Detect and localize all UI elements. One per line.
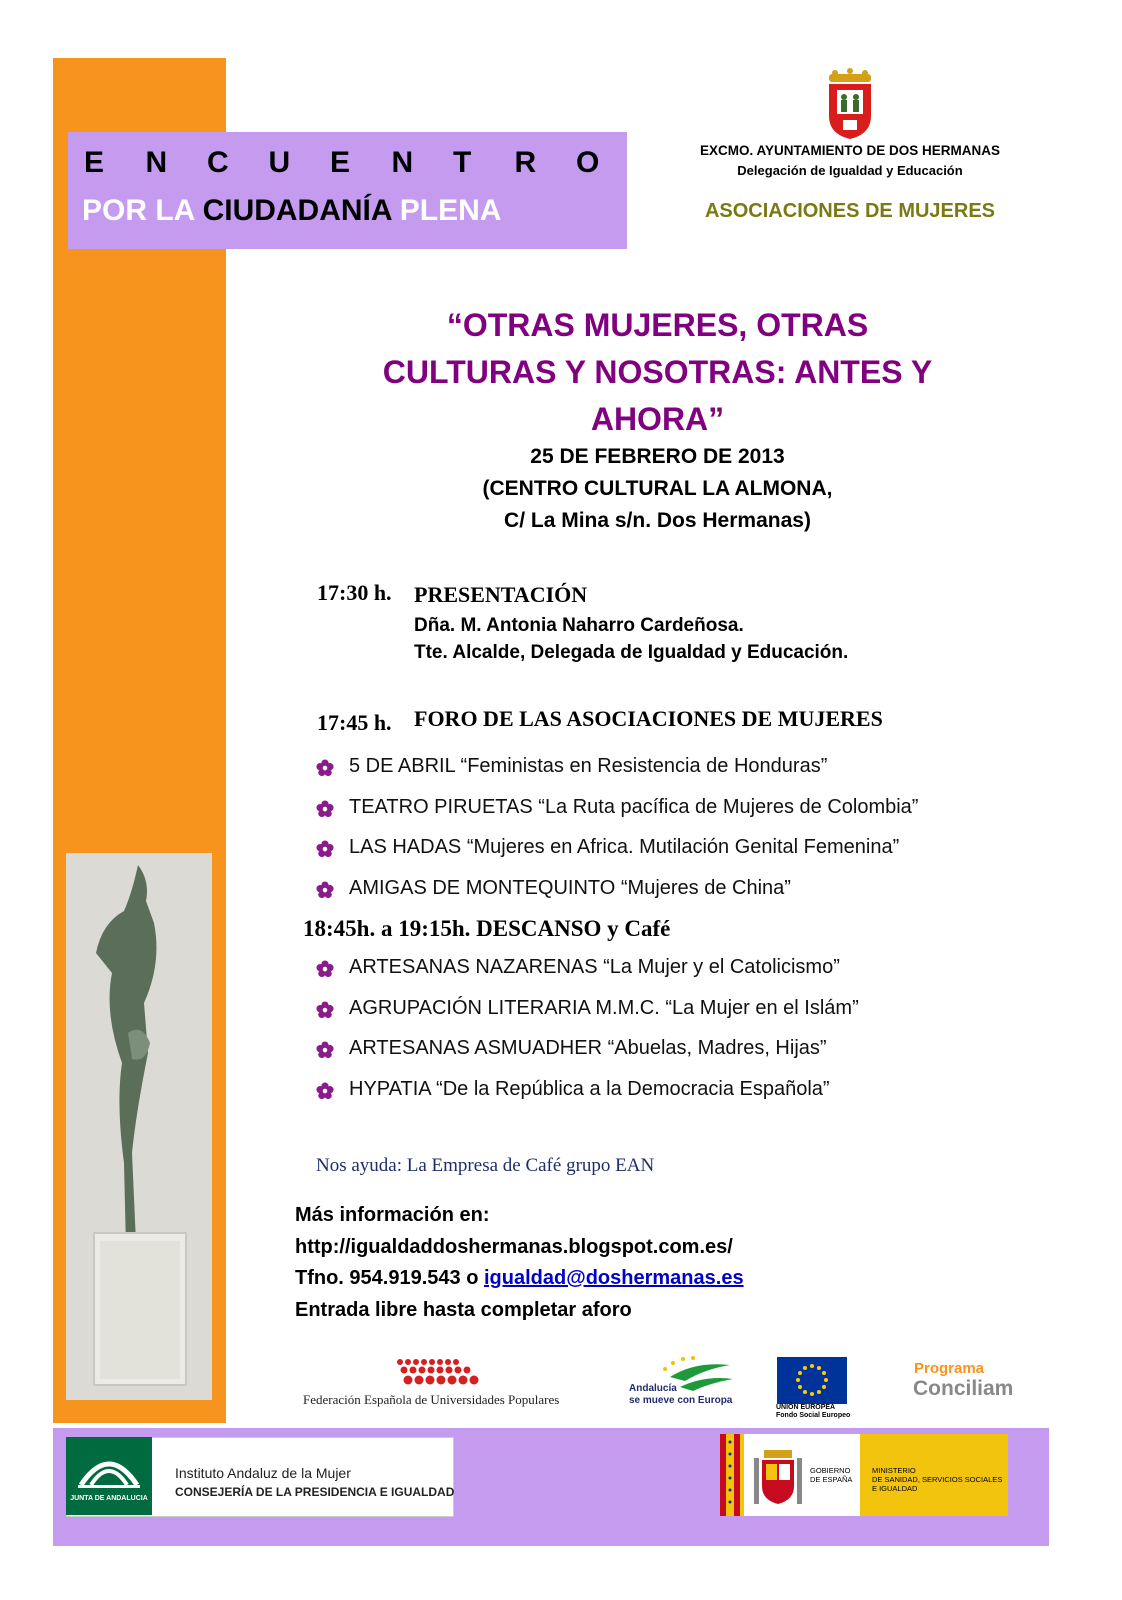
info-block [295, 1200, 744, 1326]
blog-url[interactable]: http://igualdaddoshermanas.blogspot.com.es/ [295, 1235, 733, 1258]
event-venue-line2: C/ La Mina s/n. Dos Hermanas) [504, 509, 811, 532]
speaker-block [414, 612, 848, 666]
consejeria-name: CONSEJERÍA DE LA PRESIDENCIA E IGUALDAD [175, 1485, 455, 1499]
program-descanso: 18:45h. a 19:15h. DESCANSO y Café [303, 916, 671, 941]
encuentro-letter: U [268, 146, 291, 179]
list-item-text: ARTESANAS NAZARENAS “La Mujer y el Catolicismo” [349, 956, 840, 978]
encuentro-heading [84, 146, 638, 180]
ciudadania-part1: POR LA [82, 194, 203, 227]
ministerio-line1: MINISTERIO [872, 1466, 916, 1475]
flower-bullet-icon [316, 960, 334, 978]
sponsor-note: Nos ayuda: La Empresa de Café grupo EAN [316, 1155, 655, 1176]
encuentro-letter: N [145, 146, 168, 179]
ministerio-text [872, 1466, 1002, 1493]
event-title-line: CULTURAS Y NOSOTRAS: ANTES Y [382, 354, 933, 390]
gobierno-line2: DE ESPAÑA [810, 1475, 853, 1484]
event-date-venue [300, 441, 1015, 537]
junta-andalucia-logo [66, 1437, 152, 1515]
flower-bullet-icon [316, 840, 334, 858]
gobierno-line1: GOBIERNO [810, 1466, 851, 1475]
encuentro-letter: E [330, 146, 351, 179]
program-foro: FORO DE LAS ASOCIACIONES DE MUJERES [414, 706, 883, 731]
list-item-text: 5 DE ABRIL “Feministas en Resistencia de Honduras” [349, 755, 828, 777]
entrada-libre: Entrada libre hasta completar aforo [295, 1298, 632, 1321]
asociaciones-heading: ASOCIACIONES DE MUJERES [704, 200, 996, 222]
ciudadania-part3: PLENA [391, 194, 502, 227]
event-title [300, 302, 1015, 443]
program-time-2: 17:45 h. [317, 710, 392, 735]
spain-coat-of-arms-icon [744, 1434, 804, 1516]
coat-of-arms-icon [823, 68, 877, 140]
event-title-line: “OTRAS MUJERES, OTRAS [446, 307, 869, 343]
ciudadania-heading [82, 194, 501, 228]
gobierno-text [810, 1466, 852, 1484]
eu-line1: UNIÓN EUROPEA [776, 1404, 836, 1411]
eu-line2: Fondo Social Europeo [776, 1412, 851, 1419]
list-item-text: HYPATIA “De la República a la Democracia Española” [349, 1077, 830, 1100]
encuentro-letter: C [207, 146, 229, 179]
andalucia-line2: se mueve con Europa [629, 1395, 733, 1406]
list-item-text: TEATRO PIRUETAS “La Ruta pacífica de Mujeres de Colombia” [349, 795, 919, 818]
list-item-text: ARTESANAS ASMUADHER “Abuelas, Madres, Hijas” [349, 1037, 827, 1059]
junta-arch-icon [66, 1437, 152, 1497]
encuentro-letter: N [391, 146, 414, 179]
eu-flag-icon [777, 1357, 847, 1404]
spain-flag-icon [720, 1434, 740, 1516]
mas-info-label: Más información en: [295, 1204, 490, 1226]
speaker-role: Tte. Alcalde, Delegada de Igualdad y Educación. [414, 642, 849, 663]
andalucia-europa-text [629, 1383, 732, 1407]
flower-bullet-icon [316, 1041, 334, 1059]
eu-text [776, 1404, 850, 1420]
encuentro-letter: O [576, 146, 600, 179]
award-statue-image [66, 853, 212, 1400]
delegacion-name: Delegación de Igualdad y Educación [737, 163, 963, 178]
ministerio-line3: E IGUALDAD [872, 1484, 918, 1493]
ciudadania-part2: CIUDADANÍA [202, 194, 392, 227]
programa-label: Programa [914, 1360, 985, 1377]
ayuntamiento-name: EXCMO. AYUNTAMIENTO DE DOS HERMANAS [699, 143, 1001, 158]
encuentro-letter: T [453, 146, 472, 179]
program-presentacion: PRESENTACIÓN [414, 582, 588, 607]
program-time-1: 17:30 h. [317, 580, 392, 605]
iam-name: Instituto Andaluz de la Mujer [175, 1465, 351, 1481]
speaker-name: Dña. M. Antonia Naharro Cardeñosa. [414, 615, 744, 636]
list-item-text: LAS HADAS “Mujeres en Africa. Mutilación Genital Femenina” [349, 836, 900, 858]
event-date: 25 DE FEBRERO DE 2013 [530, 445, 785, 468]
event-venue-line1: (CENTRO CULTURAL LA ALMONA, [482, 477, 833, 500]
flower-bullet-icon [316, 1082, 334, 1100]
flower-bullet-icon [316, 881, 334, 899]
encuentro-letter: R [514, 146, 537, 179]
ministerio-line2: DE SANIDAD, SERVICIOS SOCIALES [872, 1475, 1003, 1484]
flower-bullet-icon [316, 800, 334, 818]
conciliam-label: Conciliam [913, 1377, 1014, 1400]
list-item-text: AMIGAS DE MONTEQUINTO “Mujeres de China” [349, 876, 791, 899]
event-title-line: AHORA” [590, 401, 725, 437]
andalucia-line1: Andalucía [629, 1383, 677, 1394]
flower-bullet-icon [316, 759, 334, 777]
encuentro-letter: E [84, 146, 105, 179]
list-item-text: AGRUPACIÓN LITERARIA M.M.C. “La Mujer en el Islám” [349, 996, 859, 1019]
flower-bullet-icon [316, 1001, 334, 1019]
junta-label: JUNTA DE ANDALUCIA [70, 1495, 148, 1502]
email-link[interactable]: igualdad@doshermanas.es [483, 1267, 744, 1289]
feup-name: Federación Española de Universidades Populares [303, 1392, 560, 1407]
phone-text: Tfno. 954.919.543 o [295, 1267, 484, 1289]
contact-line [295, 1263, 744, 1295]
